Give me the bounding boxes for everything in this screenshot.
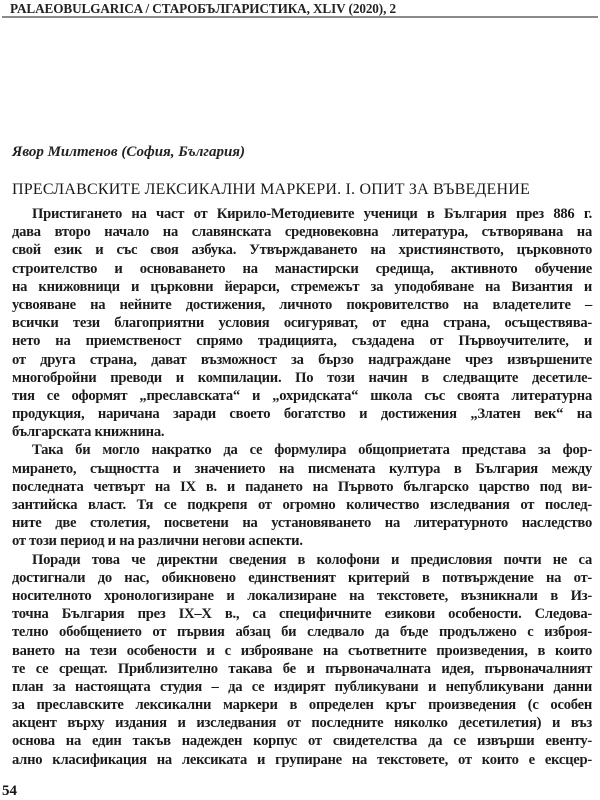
text-line: строителство и основаването на манастирски средища, активното обучение xyxy=(12,260,592,277)
text-line: носителното хронологизиране и локализиране на текстовете, възникнали в Из- xyxy=(12,587,592,604)
text-line: продукция, наричана заради своето богатство и достижения „Златен век“ на xyxy=(12,406,592,423)
text-line: последната четвърт на IX в. и падането на Първото българско царство под ви- xyxy=(12,478,592,495)
text-line: ално класификация на лексиката и групиране на текстовете, от които е ексцер- xyxy=(12,751,592,768)
text-line: от друга страна, дават възможност за бързо надграждане чрез извършените xyxy=(12,351,592,368)
text-line: тия се оформят „преславската“ и „охридската“ школа със своята литературна xyxy=(12,387,592,404)
text-line: дава второ начало на славянската средновековна литература, сътворявана на xyxy=(12,224,592,241)
text-line: те се срещат. Приблизително такава бе и първоначалната идея, първоначалният xyxy=(12,660,592,677)
paragraph xyxy=(12,205,592,441)
paragraph xyxy=(12,441,592,550)
text-line: на книжовници и църковни йерарси, стремежът за уподобяване на Византия и xyxy=(12,278,592,295)
text-line: българската книжнина. xyxy=(12,424,165,441)
text-line: точна България през IX–X в., са специфичните езикови особености. Следова- xyxy=(12,606,592,623)
text-line: мирането, същността и значението на писмената култура в България между xyxy=(12,460,592,477)
running-head: PALAEOBULGARICA / СТАРОБЪЛГАРИСТИКА, XLIV (2020), 2 xyxy=(10,1,396,16)
text-line: свой език и със своя азбука. Утвърждаването на християнството, църковното xyxy=(12,242,592,259)
text-line: основа на един такъв надежден корпус от свидетелства да се извърши евенту- xyxy=(12,733,592,750)
page-number: 54 xyxy=(2,783,17,799)
text-line: многобройни преводи и компилации. По този начин в следващите десетиле- xyxy=(12,369,592,386)
text-line: ването на тези особености и с изброяване на съответните произведения, в които xyxy=(12,642,592,659)
text-line: за преславските лексикални маркери в определен кръг произведения (с особен xyxy=(12,697,592,714)
article-author: Явор Милтенов (София, България) xyxy=(12,144,246,160)
text-line: Така би могло накратко да се формулира общоприетата представа за фор- xyxy=(32,442,592,459)
text-line: всички тези благоприятни условия осигуряват, от една страна, осъществява- xyxy=(12,315,592,332)
text-line: Поради това че директни сведения в колофони и предисловия почти не са xyxy=(32,551,592,568)
text-line: телно обобщението от първия абзац би следвало да бъде продължено с изброя- xyxy=(12,624,592,641)
paragraph xyxy=(12,551,592,769)
article-title: ПРЕСЛАВСКИТЕ ЛЕКСИКАЛНИ МАРКЕРИ. I. ОПИТ ЗА ВЪВЕДЕНИЕ xyxy=(12,181,530,198)
article-body xyxy=(12,205,592,769)
text-line: нето на приемственост спрямо традицията, създадена от Първоучителите, и xyxy=(12,333,592,350)
header-rule xyxy=(2,16,598,18)
text-line: ните две столетия, посветени на установяването на литературното наследство xyxy=(12,515,592,532)
text-line: усвояване на нейните достижения, личното покровителство на владетелите – xyxy=(12,296,592,313)
text-line: Пристигането на част от Кирило-Методиевите ученици в България през 886 г. xyxy=(32,206,592,222)
text-line: от този период и на различни негови аспекти. xyxy=(12,533,303,550)
text-line: зантийска власт. Тя се подкрепя от огромно количество изследвания от послед- xyxy=(12,497,592,513)
text-line: план за настоящата студия – да се издирят публикувани и непубликувани данни xyxy=(12,678,592,695)
text-line: достигнали до нас, обикновено единственият критерий в потвърждение на от- xyxy=(12,569,592,586)
text-line: акцент върху издания и изследвания от последните няколко десетилетия) и въз xyxy=(12,715,592,732)
